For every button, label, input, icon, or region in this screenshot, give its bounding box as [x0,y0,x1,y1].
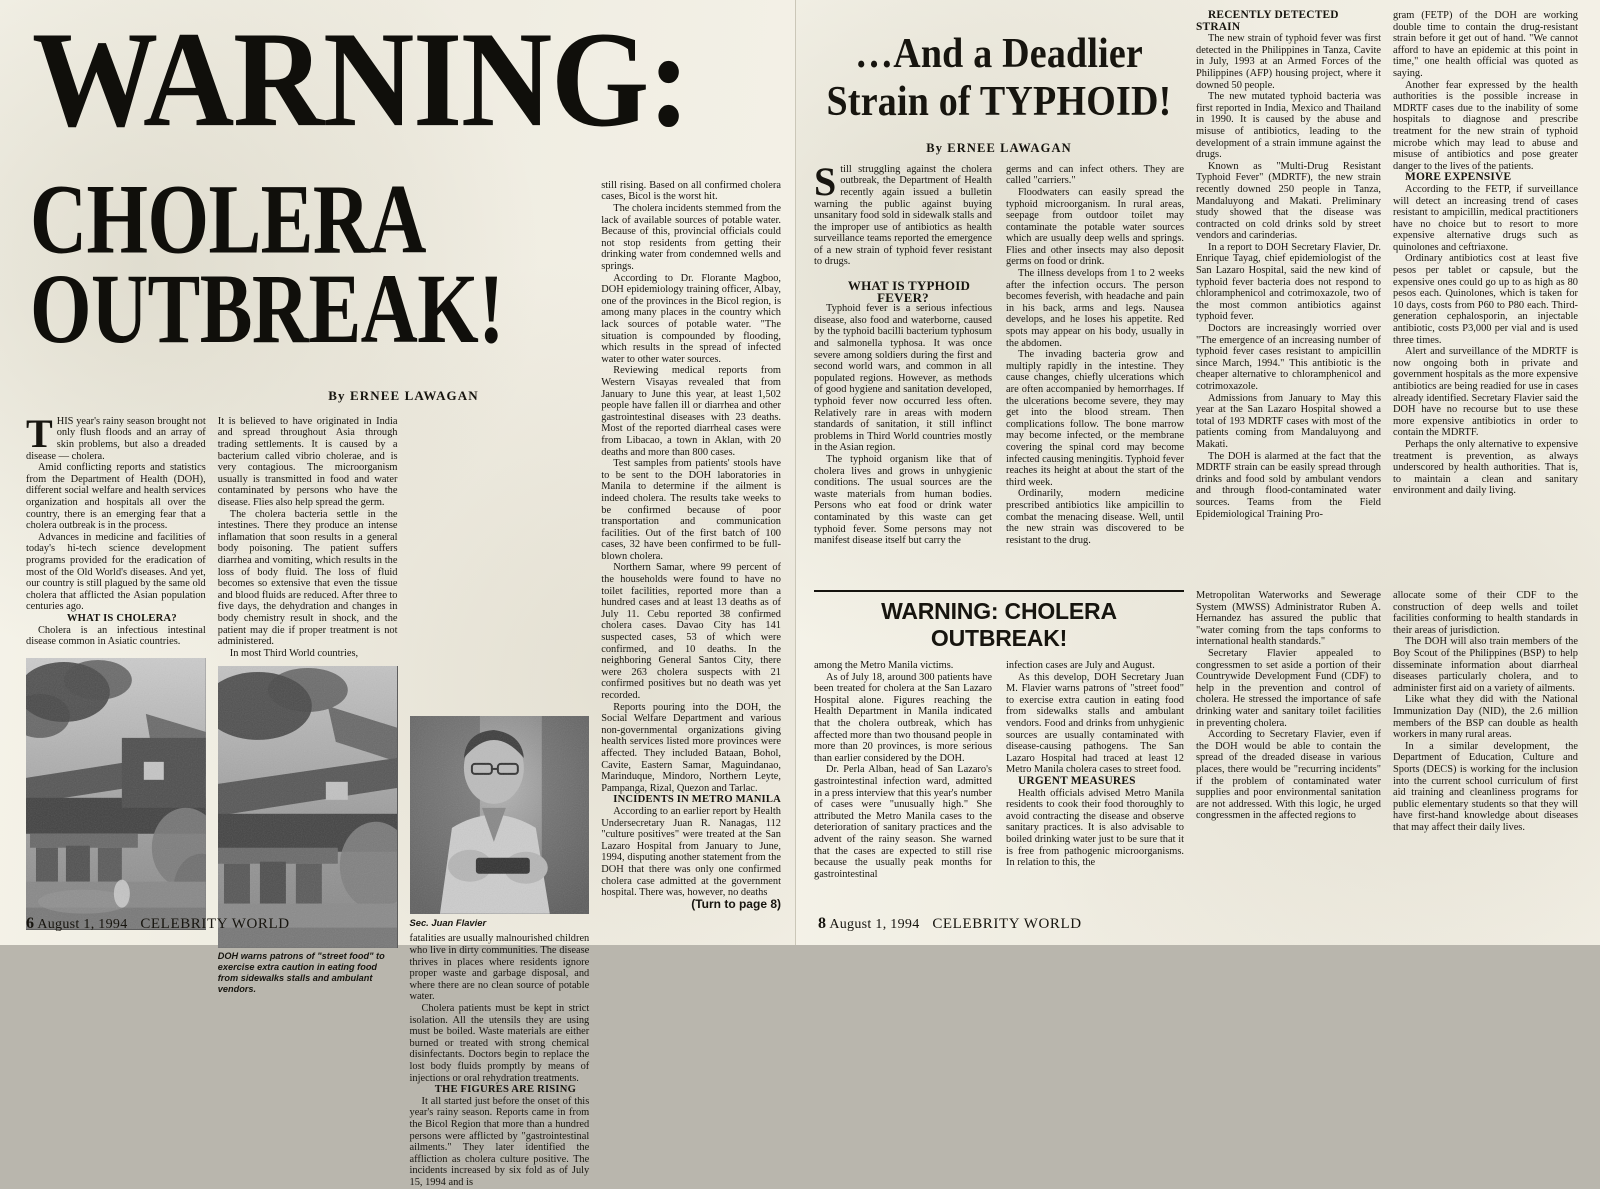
paragraph: Like what they did with the National Immunization Day (NID), the 2.6 million members of the BSP can double as health workers in many rural areas. [1393,694,1578,741]
paragraph: Amid conflicting reports and statistics from the Department of Health (DOH), different social welfare and health services organization and hospitals all over the country, there is an emerging fear that a cholera outbreak is in the process. [26,462,206,532]
paragraph: Reports pouring into the DOH, the Social Welfare Department and various non-governmental organizations giving health services listed more provinces were affected. They included Bataan, Bohol, Cavite, Eastern Samar, Maguindanao, Marinduque, Mindoro, Northern Leyte, Pampanga, Rizal, Quezon and Tarlac. [601,701,781,794]
paragraph: infection cases are July and August. [1006,660,1155,671]
left-column-1 [26,410,206,1189]
paragraph: Ordinarily, modern medicine prescribed antibiotics like ampicillin to combat the menacing disease. Well, until the new strain was discovered to be resistant to the drug. [1006,488,1184,546]
headline-line1: WARNING: [32,4,689,156]
paragraph: Still struggling against the cholera outbreak, the Department of Health recently again issued a bulletin warning the public against buying unsanitary food sold in sidewalk stalls and the improper use of antibiotics as health surveillance teams reported the emergence of a new strain of typhoid fever resistant to drugs. [814,158,992,268]
paragraph: Dr. Perla Alban, head of San Lazaro's gastrointestinal infection ward, admitted in a press interview that this year's number of cases were "unusually high." She attributed the Metro Manila cases to the deterioration of sanitary practices and the advent of the rainy season. She warned that the cases are expected to still rise because the usually peak months for gastrointestinal [814,764,992,880]
paragraph: Typhoid fever is a serious infectious disease, also food and waterborne, caused by the typhoid bacilli bacterium typhosum and salmonella typhosa. It was once severe among soldiers during the first and second world wars, and common in all populated regions. However, as methods of good hygiene and sanitation developed, typhoid fever now occurred less often. Relatively rare in areas with modern standards of sanitation, it still inflinct problems in Third World countries mostly in the Asian region. [814,303,992,454]
bottom-column-3 [1196,590,1381,880]
section-heading: WHAT IS TYPHOID FEVER? [847,278,971,305]
bottom-column-2 [1006,660,1184,880]
photo-caption-flavier: Sec. Juan Flavier [409,916,487,928]
paragraph: According to an earlier report by Health Undersecretary Juan R. Nanagas, 112 "culture positives" were treated at the San Lazaro Hospital from January to June, 1994, disputing another statement from the DOH that there was only one confirmed cholera case admitted at the government hospital. There was, however, no deaths [601,805,781,899]
folio-masthead: CELEBRITY WORLD [140,916,290,932]
paragraph: According to Dr. Florante Magboo, DOH epidemiology training officer, Albay, one of the provinces in the Bicol region, is among many places in the country which lack sources of potable water. "The situation is compounded by flooding, which results in the spread of infected water to other water sources. [601,272,781,365]
cholera-continuation [814,590,1578,880]
paragraph: It all started just before the onset of this year's rainy season. Reports came in from the Bicol Region that more than a hundred persons were afflicted by "gastrointestinal ailments." They later identified the affliction as cholera culture positive. The incidents increased by six fold as of July 15, 1994 and is [409,1095,590,1188]
photo-caption-street: DOH warns patrons of "street food" to exercise extra caution in eating food from sidewalks stalls and ambulant vendors. [217,951,385,995]
section-heading: WHAT IS CHOLERA? [66,612,177,624]
section-heading: MORE EXPENSIVE [1405,171,1512,184]
paragraph: The cholera incidents stemmed from the lack of available sources of potable water. Because of this, provincial officials could not stop residents from getting their drinking water from condemned wells and springs. [601,203,781,273]
continuation-banner: WARNING: CHOLERA OUTBREAK! [814,590,1184,656]
paragraph: Cholera is an infectious intestinal disease common in Asiatic countries. [26,624,206,648]
bottom-column-4 [1393,590,1578,880]
paragraph: Reviewing medical reports from Western Visayas revealed that from January to June this year, at least 1,502 people have fallen ill or diarrhea and other gastrointestinal diseases with 23 deaths. Most of the reported diarrheal cases were from Libacao, a town in Aklan, with 20 deaths and more than 800 cases. [601,365,781,458]
paragraph: Cholera patients must be kept in strict isolation. All the utensils they are using must be boiled. Waste materials are either burned or treated with strong chemical disinfectants. Doctors begin to replace the lost body fluids promptly by means of injections or oral rehydration treatments. [409,1003,590,1084]
paragraph: In most Third World countries, [229,647,359,659]
paragraph: In a report to DOH Secretary Flavier, Dr. Enrique Tayag, chief epidemiologist of the San Lazaro Hospital, said the new kind of typhoid fever bacteria does not respond to chloramphenicol and cotrimoxazole, two of the most common antibiotics against typhoid fever. [1196,241,1381,323]
paragraph: The typhoid organism like that of cholera lives and grows in unhygienic conditions. The usual sources are the waste materials from human bodies. Persons who eat food or drink water contaminated by this waste can get typhoid fever. Some persons may not manifest disease itself but carry the [814,453,992,547]
paragraph: fatalities are usually malnourished children who live in dirty communities. The disease thrives in places where residents ignore proper waste and garbage disposal, and where there are no clean source of potable water. [409,933,590,1003]
headline-warning [26,4,781,404]
paragraph: allocate some of their CDF to the construction of deep wells and toilet facilities conforming to health standards in their areas of jurisdiction. [1393,590,1578,636]
turn-to-page-note: (Turn to page 8) [691,896,781,911]
paragraph: According to the FETP, if surveillance will detect an increasing trend of cases resistant to ampicillin, medical practitioners have no choice but to resort to more expensive alternative drugs such as quinolones and ceftriaxone. [1393,183,1578,253]
right-column-2 [1006,164,1184,547]
photo-street-scene-2-image [218,666,398,948]
paragraph: The illness develops from 1 to 2 weeks after the infection occurs. The person becomes feverish, with headache and pain in his back, arms and legs. Nausea develops, and he loses his appetite. Red spots may appear on his body, usually in the abdomen. [1006,268,1184,349]
page-left [0,0,795,1188]
paragraph: The new mutated typhoid bacteria was first reported in India, Mexico and Thailand in 1990. It is caused by the abuse and misuse of antibiotics, leading to the development of a strain immune against the drugs. [1196,91,1381,161]
photo-street-scene-image [26,658,206,930]
paragraph: THIS year's rainy season brought not only flush floods and an array of skin problems, but also a dreaded disease — cholera. [26,410,206,462]
folio-left [26,915,290,933]
typhoid-feature [814,10,1184,547]
folio-date: August 1, 1994 [829,917,920,932]
typhoid-headline-line2: Strain of TYPHOID! [826,78,1172,126]
photo-street-scene-2 [218,666,398,948]
typhoid-headline-line1: …And a Deadlier [855,30,1143,78]
paragraph: still rising. Based on all confirmed cholera cases, Bicol is the worst hit. [601,179,781,203]
folio-right [818,915,1082,933]
paragraph: among the Metro Manila victims. [814,660,954,671]
right-column-4 [1393,10,1578,547]
paragraph: Test samples from patients' stools have to be sent to the DOH laboratories in Manila to determine if the ailment is indeed cholera. The results take weeks to be confirmed because of poor transportation and communication facilities. Out of the first batch of 100 cases, 32 have been confirmed to be full-blown cholera. [601,458,781,562]
paragraph: As of July 18, around 300 patients have been treated for cholera at the San Lazaro Hospital alone. Figures reaching the Health Department in Manila indicated that the cholera outbreak, which has affected more than two thousand people in more than 20 provinces, is more serious than earlier considered by the DOH. [814,671,992,764]
paragraph: As this develop, DOH Secretary Juan M. Flavier warns patrons of "street food" to exercise extra caution in eating food from sidewalks stalls and ambulant vendors. Food and drinks from unhygienic sources are usually contaminated with disease-causing pathogens. The San Lazaro Hospital had traced at least 12 Metro Manila cholera cases to street food. [1006,671,1184,776]
typhoid-body-columns [814,158,1184,547]
section-heading: URGENT MEASURES [1018,774,1136,787]
right-page-top-columns [814,10,1578,547]
section-heading: RECENTLY DETECTED STRAIN [1196,9,1339,33]
headline-line2: CHOLERA OUTBREAK! [30,165,504,365]
left-column-2 [218,416,398,1189]
paragraph: Admissions from January to May this year at the San Lazaro Hospital showed a total of 193 MDRTF cases with most of the patients coming from Mandaluyong and Makati. [1196,392,1381,450]
paragraph: Secretary Flavier appealed to congressmen to set aside a portion of their Countrywide Development Fund (CDF) to help in the prevention and control of cholera. He stressed the importance of safe drinking water and sanitary toilet facilities in preventing cholera. [1196,647,1381,729]
paragraph: Perhaps the only alternative to expensive treatment is prevention, as always underscored by health authorities. That is, to maintain a clean and sanitary environment and daily living. [1393,438,1578,497]
paragraph: Northern Samar, where 99 percent of the households were found to have no toilet facilities, reported more than a hundred cases and at least 13 deaths as of July 11. Cebu reported 38 confirmed cholera cases. Davao City has 141 suspected cases, 53 of which were confirmed, and 10 deaths. In the neighboring General Santos City, there were 263 cholera suspects with 21 confirmed positives but no death was yet recorded. [601,562,781,701]
paragraph: Alert and surveillance of the MDRTF is now ongoing both in private and government hospitals as the more expensive antibiotics are being readied for use in cases already identified. Secretary Flavier said the DOH have no recourse but to use these more expensive antibiotics in order to contain the MDRTF. [1393,346,1578,439]
byline-left: By ERNEE LAWAGAN [328,387,479,403]
section-heading: THE FIGURES ARE RISING [434,1084,577,1096]
paragraph: germs and can infect others. They are called "carriers." [1006,163,1184,187]
right-column-1 [814,158,992,547]
folio-page-number: 8 [818,915,827,932]
paragraph: In a similar development, the Department of Education, Culture and Sports (DECS) is working for the inclusion into the current school curriculum of first aid training and cleanliness programs for public elementary students so that they will have first-hand knowledge about diseases that may affect their daily lives. [1393,740,1578,833]
paragraph: Advances in medicine and facilities of today's hi-tech science development programs provided for the eradication of most of the Old World's diseases. And yet, our country is still plagued by the same old cholera that afflicted the Asian population centuries ago. [26,531,206,613]
paragraph: Floodwaters can easily spread the typhoid microorganism. In rural areas, seepage from outdoor toilet may contaminate the potable water sources which are usually deep wells and springs. Flies and other insects may also deposit germs on food or drink. [1006,186,1184,268]
paragraph: Ordinary antibiotics cost at least five pesos per tablet or capsule, but the expensive ones could go up to as high as 80 pesos each. Quinolones, which is taken for 10 days, costs from P60 to P80 each. Third-generation cephalosporin, an injectable antibiotic, costs P3,000 per vial and is used three times. [1393,253,1578,346]
photo-juan-flavier [410,716,590,914]
paragraph: The DOH is alarmed at the fact that the MDRTF strain can be easily spread through drinks and food sold by ambulant vendors and through flood-contaminated water sources. Teams from the Field Epidemiological Training Pro- [1196,450,1381,520]
paragraph: The new strain of typhoid fever was first detected in the Philippines in Tanza, Cavite in July, 1993 at an Armed Forces of the Philippines (AFP) housing project, where it downed 50 people. [1196,33,1381,91]
paragraph: Doctors are increasingly worried over "The emergence of an increasing number of typhoid fever cases resistant to ampicillin since March, 1994." This antibiotic is the cheaper alternative to chloramphenicol and cotrimoxazole. [1196,323,1381,392]
paragraph: The invading bacteria grow and multiply rapidly in the intestine. They cause changes, chiefly ulcerations which are often accompanied by hemorrhages. If the ulcerations become severe, they may get into the blood stream. Then complications follow. The bone marrow may become infected, or the membrane covering the spinal cord may become infected causing meningitis. Typhoid fever reaches its height at about the start of the third week. [1006,349,1184,488]
paragraph: Another fear expressed by the health authorities is the possible increase in MDRTF cases due to the inability of some hospitals to diagnose and prescribe treatment for the new strain of typhoid microbe which may lead to abuse and misuse of antibiotics and pose greater danger to the lives of the patients. [1393,79,1578,172]
bottom-column-1 [814,660,992,880]
right-column-3 [1196,10,1381,547]
left-column-3 [410,416,590,1189]
folio-page-number: 6 [26,915,35,932]
paragraph: Known as "Multi-Drug Resistant Typhoid Fever" (MDRTF), the new strain recently downed 250 people in Tanza, Mandaluyong and Makati. Preliminary study showed that the disease was contracted on cold drinks sold by street vendors and carinderias. [1196,160,1381,242]
page-right [795,0,1600,945]
section-heading: INCIDENTS IN METRO MANILA [613,794,781,806]
photo-juan-flavier-image [410,716,590,914]
photo-street-scene [26,658,206,930]
paragraph: The cholera bacteria settle in the intestines. There they produce an intense inflamation that soon results in a general body poisoning. The patient suffers diarrhea and vomiting, which results in the loss of body fluid. The loss of fluid becomes so extensive that even the tissue and blood fluids are reduced. After three to five days, the dehydration and changes in body chemistry result in shock, and the patient may die if proper treatment is not administered. [217,508,398,648]
paragraph: gram (FETP) of the DOH are working double time to contain the drug-resistant strain before it get out of hand. "We cannot afford to have an epidemic at this point in time," one health official was quoted as saying. [1393,10,1578,79]
paragraph: It is believed to have originated in India and spread throughout Asia through trading settlements. It is caused by a bacterium called vibrio cholerae, and is very contagious. The microorganism usually is transmitted in food and water contaminated by persons who have the disease. Flies also help spread the germ. [217,415,398,509]
byline-right: By ERNEE LAWAGAN [926,140,1072,155]
paragraph: According to Secretary Flavier, even if the DOH would be able to contain the spread of the dreaded disease in various places, there would be "recurring incidents" if the problem of contaminated water supplies and poor environmental sanitation are not addressed. With this logic, he urged congressmen in the affected regions to [1196,729,1381,822]
paragraph: Metropolitan Waterworks and Sewerage System (MWSS) Administrator Ruben A. Hernandez has assured the public that "water coming from the taps conforms to international health standards." [1196,590,1381,648]
folio-date: August 1, 1994 [37,917,128,932]
paragraph: The DOH will also train members of the Boy Scout of the Philippines (BSP) to help disseminate information about diarrheal diseases particularly cholera, and to administer first aid on a variety of ailments. [1393,636,1578,694]
paragraph: Health officials advised Metro Manila residents to cook their food thoroughly to avoid contracting the disease and observe sanitary practices. It is also advisable to boiled drinking water just to be sure that it is free from pathogenic microorganisms. In relation to this, the [1006,787,1184,869]
folio-masthead: CELEBRITY WORLD [932,916,1082,932]
